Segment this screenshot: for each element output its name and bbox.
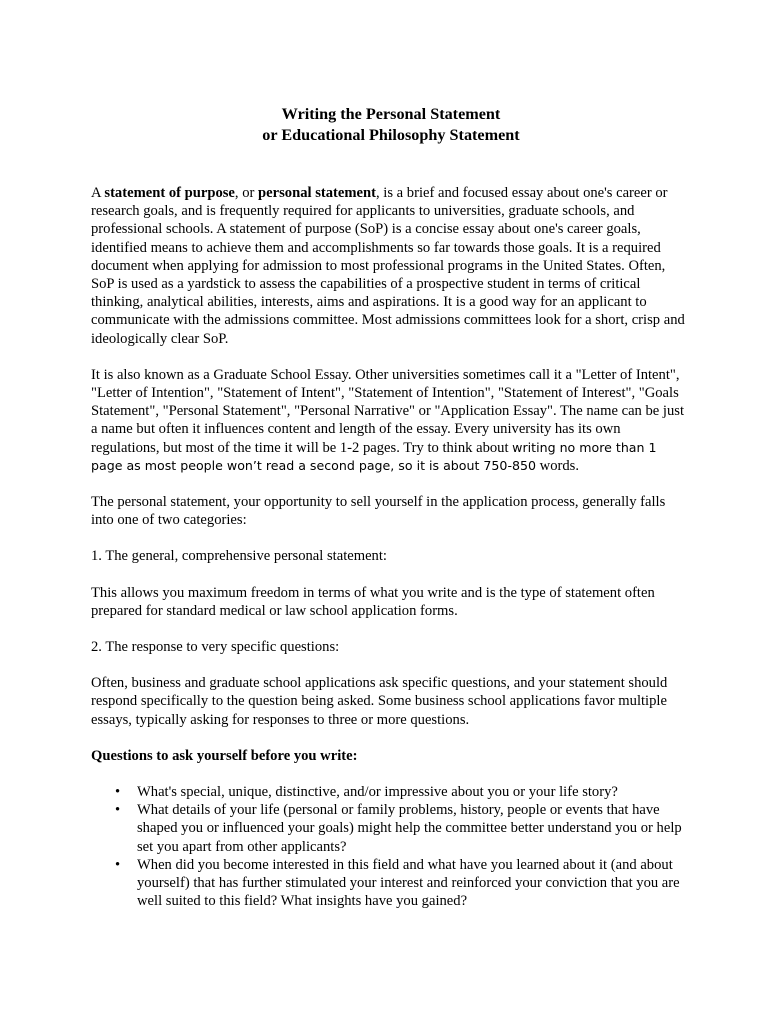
paragraph-categories: The personal statement, your opportunity to sell yourself in the application process, generally falls into one of two categories:: [91, 494, 666, 529]
p1-mid: , or: [234, 185, 259, 201]
questions-list: [91, 783, 691, 910]
list-item-text: What details of your life (personal or family problems, history, people or events that have shaped you or influenced your goals) might help the committee better understand you or help set you apart from other applicants?: [137, 802, 682, 855]
bullet-icon: •: [115, 802, 121, 819]
category-2-heading: 2. The response to very specific questions:: [91, 639, 340, 656]
questions-heading-text: Questions to ask yourself before you write:: [91, 747, 358, 764]
term-personal-statement: personal statement: [258, 185, 376, 201]
document-page: [91, 104, 691, 911]
list-item: [115, 856, 691, 911]
p2-main: It is also known as a Graduate School Essay. Other universities sometimes call it a "Letter of Intent", "Letter of Intention", "Statement of Intent", "Statement of Intention", "Statement of Interest", "Goals Statement", "Personal Statement", "Personal Narrative" or "Application Essay". The name can be just a name but often it influences content and length of the essay. Every university has its own regulations, but most of the time it will be 1-2 pages. Try to think about: [91, 366, 685, 456]
category-1-heading: 1. The general, comprehensive personal statement:: [91, 548, 387, 565]
list-item: [115, 801, 691, 856]
questions-heading: [91, 747, 691, 765]
paragraph-alternate-names: [91, 366, 691, 475]
paragraph-category-1: This allows you maximum freedom in terms of what you write and is the type of statement often prepared for standard medical or law school application forms.: [91, 584, 655, 619]
title-line-1: Writing the Personal Statement: [281, 105, 501, 123]
list-item: [115, 783, 691, 801]
p1-prefix: A: [91, 185, 105, 201]
p1-rest: , is a brief and focused essay about one's career or research goals, and is frequently required for applicants to universities, graduate schools, and professional schools. A statement of purpose (SoP) is a concise essay about one's career goals, identified means to achieve them and accomplishments so far towards those goals. It is a required document when applying for admission to most professional programs in the United States. Often, SoP is used as a yardstick to assess the capabilities of a prospective student in terms of critical thinking, analytical abilities, interests, aims and aspirations. It is a good way for an applicant to communicate with the admissions committee. Most admissions committees look for a short, crisp and ideologically clear SoP.: [91, 185, 685, 347]
term-statement-of-purpose: statement of purpose: [104, 185, 235, 201]
bullet-icon: •: [115, 784, 121, 801]
paragraph-category-2: Often, business and graduate school applications ask specific questions, and your statement should respond specifically to the question being asked. Some business school applications favor multiple essays, typically asking for responses to three or more questions.: [91, 675, 668, 728]
document-title: [91, 104, 691, 146]
list-item-text: When did you become interested in this field and what have you learned about it (and about yourself) that has further stimulated your interest and reinforced your conviction that you are well suited to this field? What insights have you gained?: [137, 856, 680, 910]
title-line-2: or Educational Philosophy Statement: [262, 126, 520, 144]
list-item-text: What's special, unique, distinctive, and/or impressive about you or your life story?: [137, 784, 618, 801]
p2-sans-text: writing no more than 1 page as most people won’t read a second page, so it is about 750-850: [91, 439, 657, 473]
bullet-icon: •: [115, 856, 121, 873]
paragraph-definition: [91, 184, 691, 348]
p2-end: words.: [536, 457, 580, 474]
